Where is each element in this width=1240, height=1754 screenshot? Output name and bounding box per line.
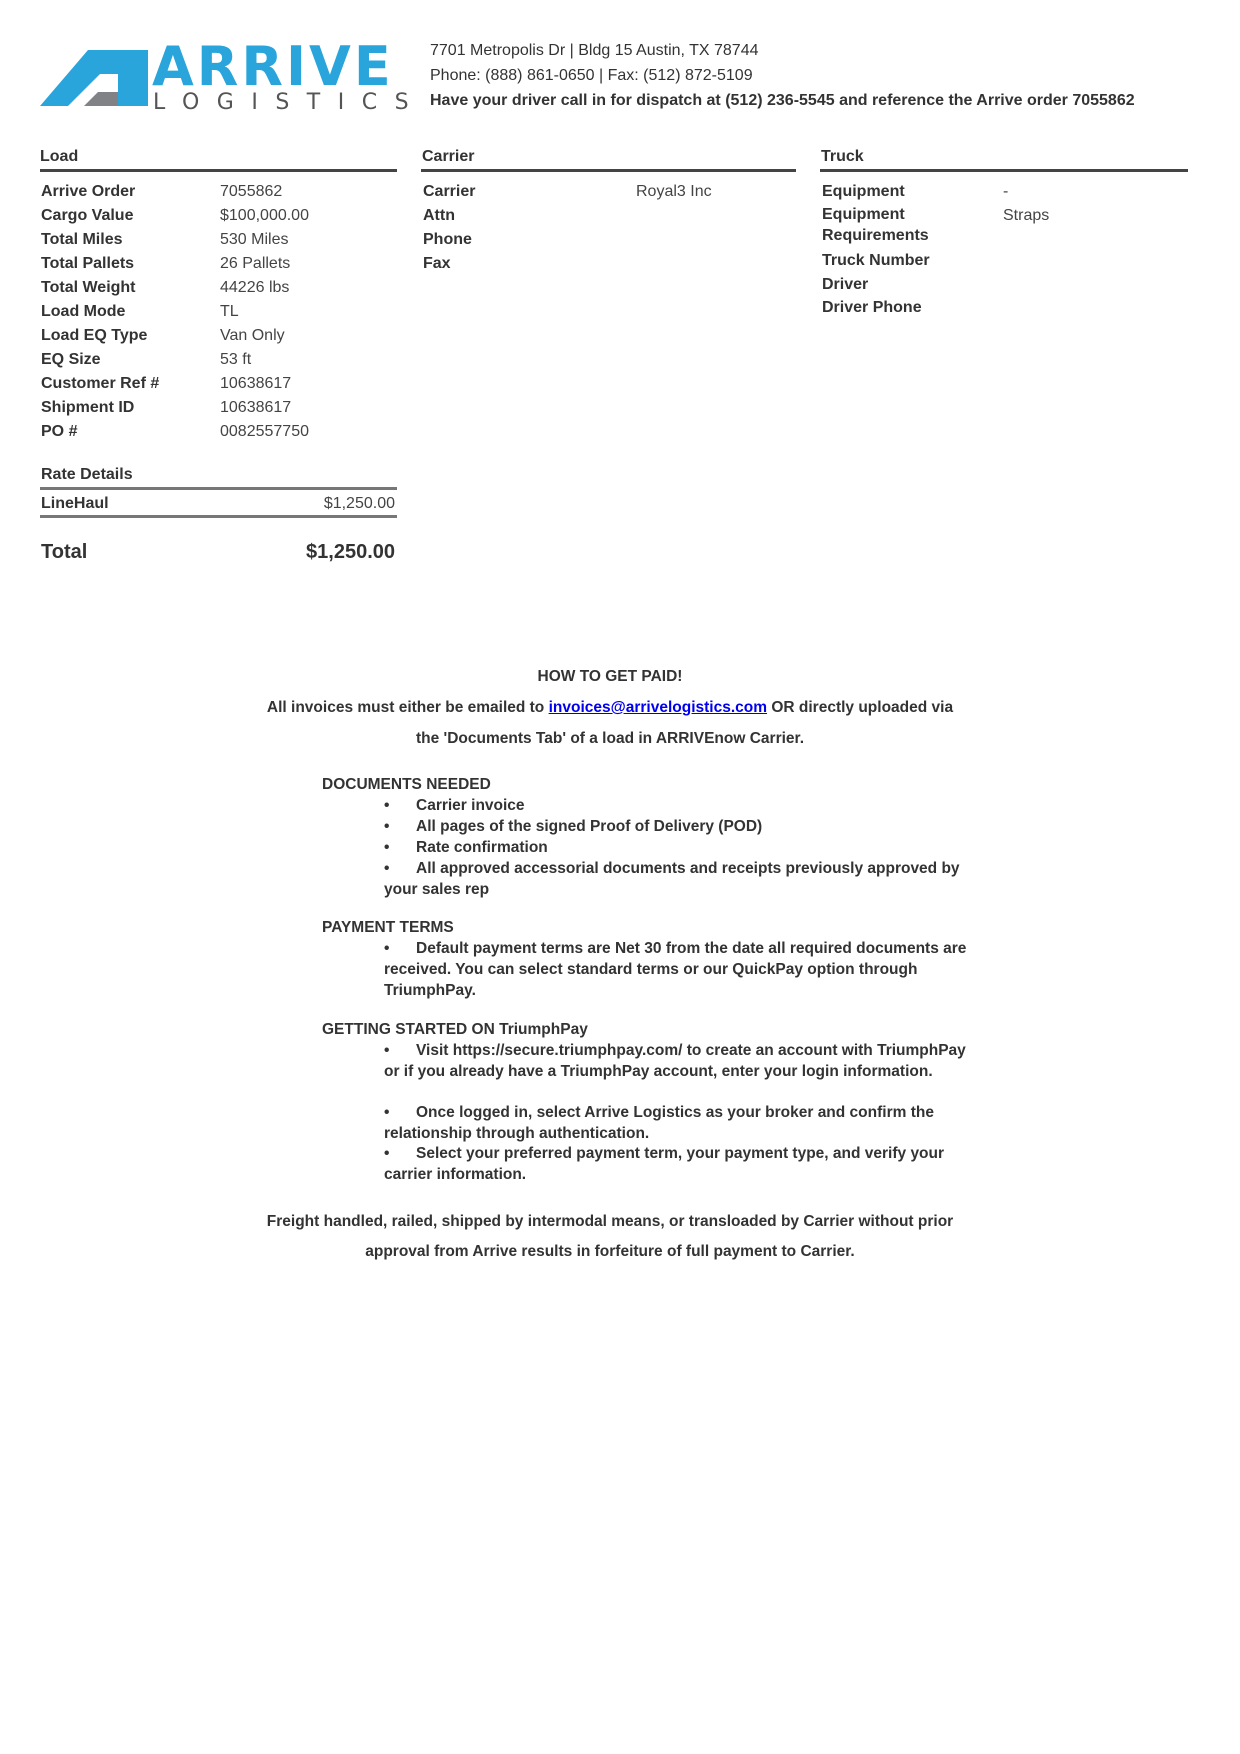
equipment-label: Equipment bbox=[822, 183, 905, 200]
carrier-section-title: Carrier bbox=[422, 148, 475, 165]
dispatch-instructions: Have your driver call in for dispatch at (512) 236-5545 and reference the Arrive order 7055862 bbox=[430, 92, 1135, 109]
load-row-label: Total Miles bbox=[41, 231, 123, 248]
load-row-value: 530 Miles bbox=[220, 231, 289, 248]
carrier-row-label: Attn bbox=[423, 207, 455, 224]
documents-list-item-text: Rate confirmation bbox=[416, 839, 548, 856]
documents-needed-heading: DOCUMENTS NEEDED bbox=[322, 776, 491, 793]
bullet-icon: • bbox=[384, 839, 390, 856]
getting-started-item-text: Once logged in, select Arrive Logistics as your broker and confirm the relationship through authentication. bbox=[384, 1104, 934, 1142]
load-row-label: Total Weight bbox=[41, 279, 136, 296]
carrier-section-divider bbox=[421, 169, 796, 172]
load-row bbox=[41, 228, 401, 252]
invoices-email-link[interactable]: invoices@arrivelogistics.com bbox=[548, 699, 768, 716]
equipment-requirements-label-line2: Requirements bbox=[822, 227, 929, 244]
invoice-instructions-pre: All invoices must either be emailed to bbox=[266, 699, 549, 716]
load-row bbox=[41, 348, 401, 372]
documents-list-item-text: Carrier invoice bbox=[416, 797, 525, 814]
load-details bbox=[41, 180, 401, 444]
getting-started-item bbox=[384, 1040, 970, 1082]
load-row-value: Van Only bbox=[220, 327, 285, 344]
load-row-value: 7055862 bbox=[220, 183, 283, 200]
arrive-logo bbox=[40, 35, 427, 115]
equipment-value: - bbox=[1003, 183, 1009, 200]
total-value: $1,250.00 bbox=[306, 541, 395, 563]
load-section-title: Load bbox=[40, 148, 79, 165]
load-row bbox=[41, 252, 401, 276]
bullet-icon: • bbox=[384, 797, 390, 814]
load-row bbox=[41, 300, 401, 324]
carrier-row-label: Carrier bbox=[423, 183, 476, 200]
bullet-icon: • bbox=[384, 1042, 390, 1059]
load-row bbox=[41, 204, 401, 228]
equipment-requirements-label-line1: Equipment bbox=[822, 206, 905, 223]
carrier-row bbox=[423, 228, 783, 252]
linehaul-label: LineHaul bbox=[41, 495, 109, 512]
load-row bbox=[41, 372, 401, 396]
getting-started-item-text: Select your preferred payment term, your payment type, and verify your carrier information. bbox=[384, 1145, 945, 1183]
carrier-row bbox=[423, 180, 783, 204]
carrier-row bbox=[423, 252, 783, 276]
load-row-label: Load EQ Type bbox=[41, 327, 148, 344]
load-row-label: Customer Ref # bbox=[41, 375, 160, 392]
documents-list-item bbox=[384, 795, 970, 816]
load-row-label: Load Mode bbox=[41, 303, 126, 320]
payment-terms-item bbox=[384, 938, 970, 1001]
documents-list-item bbox=[384, 837, 970, 858]
linehaul-value: $1,250.00 bbox=[323, 495, 395, 512]
company-address: 7701 Metropolis Dr | Bldg 15 Austin, TX 78744 bbox=[430, 42, 759, 59]
bullet-icon: • bbox=[384, 818, 390, 835]
driver-label: Driver bbox=[822, 276, 869, 293]
documents-list-item bbox=[384, 816, 970, 837]
payment-terms-item-text: Default payment terms are Net 30 from the date all required documents are received. You can select standard terms or our QuickPay option through TriumphPay. bbox=[384, 940, 967, 999]
load-row-value: TL bbox=[220, 303, 239, 320]
load-row-value: 10638617 bbox=[220, 375, 292, 392]
invoice-instructions-line2: the 'Documents Tab' of a load in ARRIVEnow Carrier. bbox=[415, 730, 805, 747]
truck-number-label: Truck Number bbox=[822, 252, 930, 269]
logo-mark-icon bbox=[40, 46, 152, 116]
load-row-label: Arrive Order bbox=[41, 183, 136, 200]
getting-started-item-text: Visit https://secure.triumphpay.com/ to create an account with TriumphPay or if you already have a TriumphPay account, enter your login information. bbox=[384, 1042, 966, 1080]
equipment-requirements-value: Straps bbox=[1003, 207, 1050, 224]
carrier-row bbox=[423, 204, 783, 228]
load-row-value: 0082557750 bbox=[220, 423, 309, 440]
load-row-value: $100,000.00 bbox=[220, 207, 309, 224]
load-row-label: Cargo Value bbox=[41, 207, 134, 224]
load-row-value: 44226 lbs bbox=[220, 279, 290, 296]
bullet-icon: • bbox=[384, 1145, 390, 1162]
rate-details-divider-top bbox=[40, 487, 397, 490]
load-row-label: PO # bbox=[41, 423, 78, 440]
load-section-divider bbox=[40, 169, 397, 172]
bullet-icon: • bbox=[384, 940, 390, 957]
load-row bbox=[41, 276, 401, 300]
bullet-icon: • bbox=[384, 1104, 390, 1121]
carrier-details bbox=[423, 180, 783, 276]
load-row bbox=[41, 420, 401, 444]
forfeiture-notice-line2: approval from Arrive results in forfeiture of full payment to Carrier. bbox=[365, 1243, 855, 1260]
invoice-instructions-post: OR directly uploaded via bbox=[767, 699, 954, 716]
company-phone-fax: Phone: (888) 861-0650 | Fax: (512) 872-5109 bbox=[430, 67, 753, 84]
truck-section-title: Truck bbox=[821, 148, 864, 165]
load-row-value: 53 ft bbox=[220, 351, 252, 368]
bullet-icon: • bbox=[384, 860, 390, 877]
rate-details-title: Rate Details bbox=[41, 466, 133, 483]
truck-section-divider bbox=[820, 169, 1188, 172]
load-row-value: 26 Pallets bbox=[220, 255, 291, 272]
invoice-instructions-line1 bbox=[220, 699, 1000, 717]
equipment-requirements-label bbox=[822, 204, 929, 246]
driver-phone-label: Driver Phone bbox=[822, 299, 922, 316]
getting-started-item bbox=[384, 1102, 970, 1144]
payment-terms-heading: PAYMENT TERMS bbox=[322, 919, 454, 936]
logo-wordmark: ARRIVE bbox=[152, 35, 394, 98]
getting-started-heading: GETTING STARTED ON TriumphPay bbox=[322, 1021, 588, 1038]
carrier-row-value: Royal3 Inc bbox=[636, 183, 712, 200]
how-to-get-paid-heading: HOW TO GET PAID! bbox=[537, 668, 683, 685]
load-row-label: EQ Size bbox=[41, 351, 101, 368]
documents-list-item-text: All pages of the signed Proof of Delivery (POD) bbox=[416, 818, 763, 835]
logo-subtitle: LOGISTICS bbox=[153, 90, 427, 115]
load-row-value: 10638617 bbox=[220, 399, 292, 416]
rate-details-divider-bottom bbox=[40, 515, 397, 518]
carrier-row-label: Phone bbox=[423, 231, 472, 248]
carrier-row-label: Fax bbox=[423, 255, 451, 272]
load-row-label: Total Pallets bbox=[41, 255, 135, 272]
load-row bbox=[41, 324, 401, 348]
getting-started-item bbox=[384, 1143, 970, 1185]
documents-list-item bbox=[384, 858, 970, 900]
load-row bbox=[41, 180, 401, 204]
total-label: Total bbox=[41, 541, 88, 563]
forfeiture-notice-line1: Freight handled, railed, shipped by intermodal means, or transloaded by Carrier without prior bbox=[266, 1213, 954, 1230]
documents-list-item-text: All approved accessorial documents and receipts previously approved by your sales rep bbox=[384, 860, 960, 898]
load-row-label: Shipment ID bbox=[41, 399, 135, 416]
load-row bbox=[41, 396, 401, 420]
